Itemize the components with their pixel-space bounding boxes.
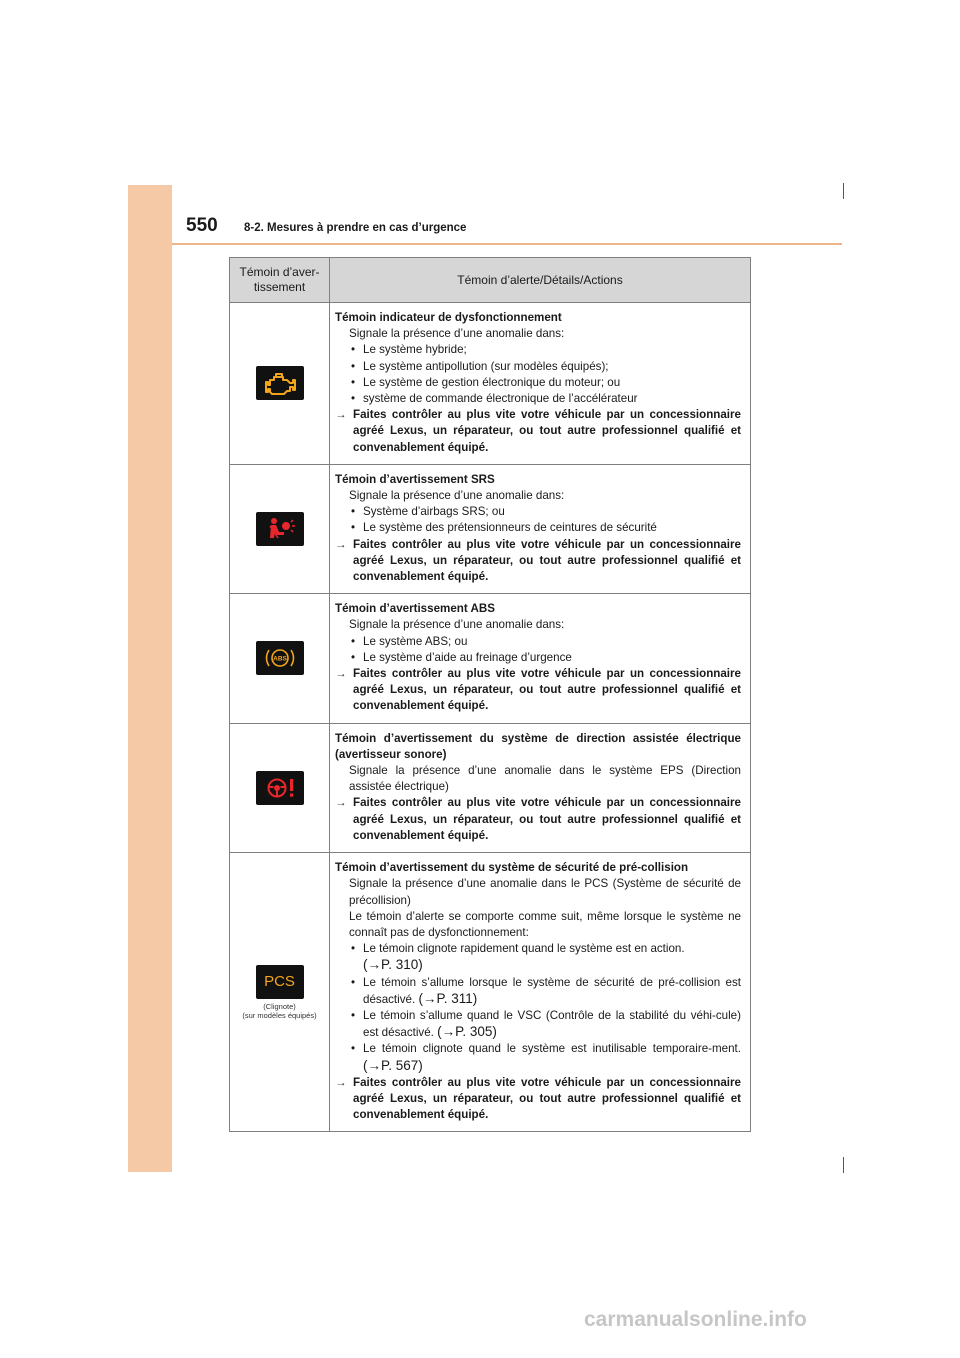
srs-airbag-icon [256, 512, 304, 546]
header-warning-light: Témoin d’aver- tissement [230, 258, 330, 303]
pcs-icon: PCS [256, 965, 304, 999]
action-text: → Faites contrôler au plus vite votre véhicule par un concessionnaire agréé Lexus, un réparateur, ou tout autre professionnel qualifié et convenablement équipé. [335, 408, 741, 454]
row-title: Témoin d’avertissement SRS [335, 472, 495, 486]
header-rule [172, 243, 842, 245]
chapter-side-band [128, 185, 172, 1172]
watermark: carmanualsonline.info [584, 1308, 807, 1331]
svg-text:ABS: ABS [272, 655, 287, 663]
table-row: Témoin d’avertissement du système de direction assistée électrique (avertisseur sonore) Signale la présence d’une anomalie dans le système EPS (Direction assistée électrique) → Faites contrôler au plus vite votre véhicule par un concessionnaire agréé Lexus, un réparateur, ou tout autre professionnel qualifié et convenablement équipé. [230, 723, 751, 852]
check-engine-icon [256, 366, 304, 400]
action-text: → Faites contrôler au plus vite votre véhicule par un concessionnaire agréé Lexus, un réparateur, ou tout autre professionnel qualifié et convenablement équipé. [335, 537, 741, 584]
page-reference-link[interactable]: P. 567 [381, 1057, 419, 1073]
header-details: Témoin d’alerte/Détails/Actions [330, 258, 751, 303]
abs-icon [256, 641, 304, 675]
table-row: ABS Témoin d’avertissement ABS Signale la présence d’une anomalie dans: • Le système ABS; ou • Le système d’aide au freinage d’urgence → Faites contrôler au plus vite votre véhicule par un concessionnaire agréé Lexus, un réparateur, ou tout autre professionnel qualifié et convenablement équipé. [230, 594, 751, 723]
crop-mark-top-right [843, 183, 844, 199]
action-text: → Faites contrôler au plus vite votre véhicule par un concessionnaire agréé Lexus, un réparateur, ou tout autre professionnel qualifié et convenablement équipé. [335, 667, 741, 713]
table-row: PCS (Clignote) (sur modèles équipés) Témoin d’avertissement du système de sécurité de pré-collision Signale la présence d’une anomalie dans le PCS (Système de sécurité de précollision) Le témoin d’alerte se comporte comme suit, même lorsque le système ne connaît pas de dysfonctionnement: • Le témoin clignote rapidement quand le système est en action. (→P. 310) • Le témoin s’allume lorsque le système de sécurité de pré-collision est désactivé. (→P. 311) • Le témoin s’allume quand le VSC (Contrôle de la stabilité du véhi-cule) est désactivé. (→P. 305) • Le témoin clignote quand le système est inutilisable temporaire-ment. (→P. 567) → Faites contrôler au plus vite votre véhicule par un concessionnaire agréé Lexus, un réparateur, ou tout autre professionnel qualifié et convenablement équipé. [230, 853, 751, 1132]
power-steering-icon [256, 771, 304, 805]
action-text: → Faites contrôler au plus vite votre véhicule par un concessionnaire agréé Lexus, un réparateur, ou tout autre professionnel qualifié et convenablement équipé. [335, 1075, 741, 1122]
crop-mark-bottom-right [843, 1157, 844, 1173]
section-title: 8-2. Mesures à prendre en cas d’urgence [244, 222, 467, 234]
icon-caption: (sur modèles équipés) [242, 1010, 317, 1020]
icon-caption: (Clignote) [263, 1001, 296, 1011]
page-reference-link[interactable]: P. 305 [455, 1024, 493, 1040]
page-reference-link[interactable]: P. 310 [381, 957, 419, 973]
table-row: Témoin indicateur de dysfonctionnement Signale la présence d’une anomalie dans: • Le système hybride; • Le système antipollution (sur modèles équipés); • Le système de gestion électronique du moteur; ou • système de commande électronique de l’accélérateur → Faites contrôler au plus vite votre véhicule par un concessionnaire agréé Lexus, un réparateur, ou tout autre professionnel qualifié et convenablement équipé. [230, 303, 751, 465]
action-text: → Faites contrôler au plus vite votre véhicule par un concessionnaire agréé Lexus, un réparateur, ou tout autre professionnel qualifié et convenablement équipé. [335, 796, 741, 842]
page-reference-link[interactable]: P. 311 [436, 990, 473, 1006]
page-number: 550 [186, 215, 218, 236]
row-title: Témoin indicateur de dysfonctionnement [335, 311, 562, 324]
row-title: Témoin d’avertissement du système de sécurité de pré-collision [335, 861, 689, 875]
warning-lights-table [229, 257, 751, 1132]
table-header-row [230, 258, 751, 303]
table-row: Témoin d’avertissement SRS Signale la présence d’une anomalie dans: • Système d’airbags SRS; ou • Le système des prétensionneurs de ceintures de sécurité → Faites contrôler au plus vite votre véhicule par un concessionnaire agréé Lexus, un réparateur, ou tout autre professionnel qualifié et convenablement équipé. [230, 464, 751, 593]
row-title: Témoin d’avertissement ABS [335, 602, 495, 616]
row-title: Témoin d’avertissement du système de direction assistée électrique (avertisseur sonore) [335, 731, 741, 761]
